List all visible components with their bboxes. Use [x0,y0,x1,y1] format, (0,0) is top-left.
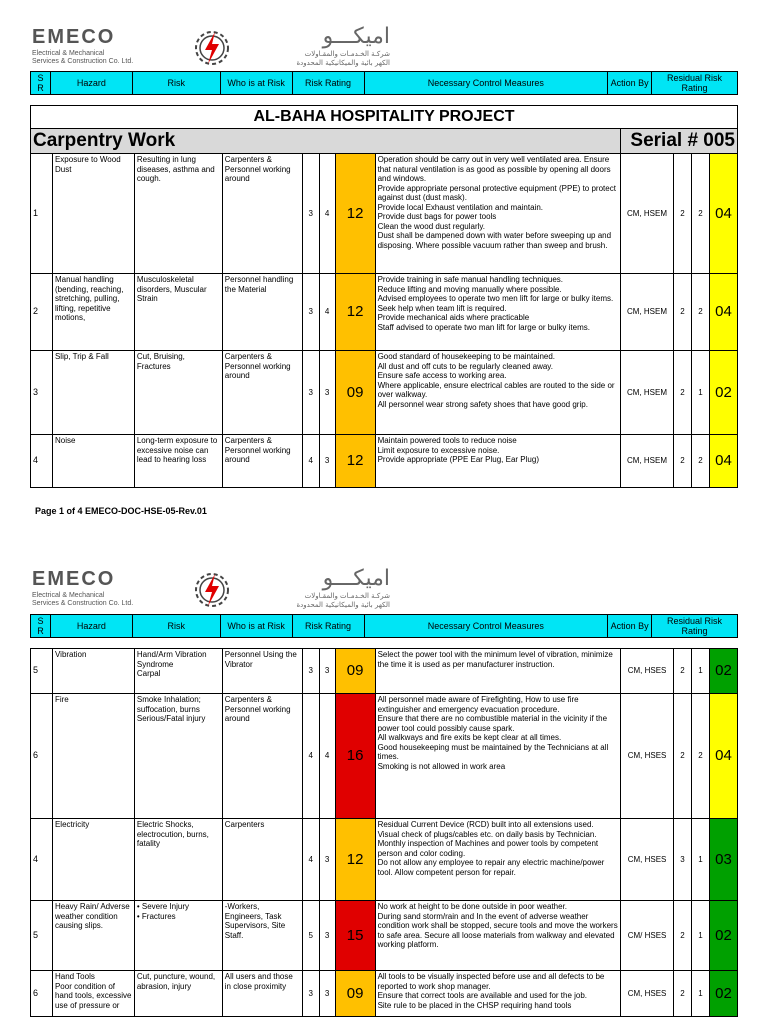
company-header-2 [30,566,768,610]
row-severity: 3 [319,901,335,971]
row-hazard [52,694,134,819]
row-risk-rating: 09 [335,649,375,694]
arabic-logo-line-1: شركـة الخـدمـات والمقـاولات [304,50,390,58]
serial-number: Serial # 005 [621,129,738,154]
row-likelihood: 4 [302,819,319,901]
row-who: Carpenters & Personnel working around [222,694,302,819]
col-measures: Necessary Control Measures [364,615,608,638]
text-line: Heavy Rain/ Adverse weather condition causing slips. [54,902,130,930]
text-line: Maintain powered tools to reduce noise [377,436,517,445]
row-sr: 2 [31,274,53,351]
row-sr: 5 [31,901,53,971]
text-line: Long-term exposure to excessive noise can lead to hearing loss [136,436,218,464]
row-action-by: CM/ HSES [621,901,674,971]
text-line: Hand/Arm Vibration Syndrome [136,650,207,669]
text-line: Monthly inspection of Machines and power tools by competent person and color coding. [377,839,599,858]
text-line: Good housekeeping must be maintained by the Technicians at all times. [377,742,609,761]
row-likelihood: 4 [302,435,319,488]
row-residual-s: 2 [691,435,709,488]
arabic-logo [240,566,390,612]
text-line: Fire [54,695,69,704]
row-who: Carpenters & Personnel working around [222,435,302,488]
row-residual-rating: 03 [709,819,737,901]
row-likelihood: 3 [302,154,319,274]
text-line: Advised employees to operate two men lift for large or bulky items. Seek help when team lift is required. [377,294,614,313]
row-risk [134,274,222,351]
row-who: Carpenters & Personnel working around [222,351,302,435]
row-residual-rating: 04 [709,274,737,351]
row-likelihood: 4 [302,694,319,819]
row-residual-l: 2 [674,971,692,1017]
text-line: Residual Current Device (RCD) built into all extensions used. [377,820,594,829]
text-line: Vibration [54,650,87,659]
row-risk-rating: 12 [335,435,375,488]
text-line: Site rule to be placed in the CHSP requiring hand tools [377,1000,572,1010]
row-risk-rating: 09 [335,351,375,435]
text-line: Cut, Bruising, Fractures [136,352,185,371]
text-line: Cut, puncture, wound, abrasion, injury [136,972,216,991]
row-who: Carpenters & Personnel working around [222,154,302,274]
text-line: Noise [54,436,76,445]
row-residual-s: 2 [691,274,709,351]
row-residual-l: 2 [673,351,691,435]
row-risk [134,649,222,694]
arabic-logo-title: اميكـــو [322,566,390,591]
text-line: Provide dust bags for power tools [377,212,497,221]
text-line: Provide local Exhaust ventilation and maintain. [377,202,543,212]
row-residual-rating: 02 [709,971,737,1017]
row-residual-l: 2 [674,649,692,694]
text-line: Reduce lifting and moving manually where possible. [377,284,562,294]
row-residual-rating: 04 [709,694,737,819]
row-residual-rating: 02 [709,351,737,435]
text-line: No work at height to be done outside in poor weather. [377,902,568,911]
row-risk-rating: 15 [335,901,375,971]
project-title: AL-BAHA HOSPITALITY PROJECT [31,106,738,129]
row-severity: 3 [319,971,335,1017]
risk-row [31,901,738,971]
row-sr: 1 [31,154,53,274]
col-sr: S R [31,615,51,638]
row-risk [134,351,222,435]
row-who: Personnel Using the Vibrator [222,649,302,694]
row-residual-rating: 02 [709,649,737,694]
row-likelihood: 5 [302,901,319,971]
row-severity: 4 [319,154,335,274]
row-action-by: CM, HSEM [621,274,674,351]
row-residual-l: 3 [674,819,692,901]
col-hazard: Hazard [50,72,132,95]
row-action-by: CM, HSEM [621,435,674,488]
company-header-1 [30,24,768,68]
row-risk-rating: 12 [335,154,375,274]
row-residual-rating: 04 [709,435,737,488]
row-measures [375,694,621,819]
row-action-by: CM, HSEM [621,154,674,274]
row-measures [375,971,621,1017]
risk-table-1 [30,105,738,488]
text-line: Staff advised to operate two man lift for large or bulky items. [377,322,590,332]
row-severity: 3 [319,649,335,694]
row-sr: 6 [31,971,53,1017]
text-line: Do not allow any employee to repair any electric machine/power tool. Allow competent person for repair. [377,858,605,877]
row-hazard [52,435,134,488]
risk-row [31,971,738,1017]
row-risk-rating: 12 [335,819,375,901]
col-residual: Residual Risk Rating [652,72,738,95]
col-hazard: Hazard [50,615,132,638]
text-line: Musculoskeletal disorders, Muscular Strain [136,275,207,303]
text-line: Provide mechanical aids where practicable [377,313,530,322]
row-measures [375,274,621,351]
logo-sub-line-2: Services & Construction Co. Ltd. [32,600,134,607]
row-residual-s: 1 [691,649,709,694]
section-title: Carpentry Work [31,129,621,154]
row-who: Carpenters [222,819,302,901]
text-line: Operation should be carry out in very well ventilated area. Ensure that natural ventilation is as good as possible by opening all doors and windows. [377,155,611,183]
row-residual-l: 2 [674,901,692,971]
arabic-logo-line-2: الكهر بائية والميكانيكية المحدودة [296,601,390,609]
row-risk [134,154,222,274]
arabic-logo-title: اميكـــو [322,24,390,49]
row-hazard [52,274,134,351]
logo-sub-line-2: Services & Construction Co. Ltd. [32,58,134,65]
text-line: Limit exposure to excessive noise. [377,445,500,455]
row-sr: 4 [31,819,53,901]
row-action-by: CM, HSEM [621,351,674,435]
col-risk: Risk [132,72,220,95]
text-line: Ensure that correct tools are available and used for the job. [377,991,588,1000]
row-severity: 3 [319,819,335,901]
row-likelihood: 3 [302,351,319,435]
row-risk-rating: 09 [335,971,375,1017]
row-measures [375,819,621,901]
text-line: Good standard of housekeeping to be maintained. [377,352,556,361]
text-line: Ensure safe access to working area. [377,371,507,380]
risk-row [31,435,738,488]
risk-row [31,154,738,274]
text-line: Electricity [54,820,90,829]
row-residual-l: 2 [673,435,691,488]
row-residual-s: 2 [691,694,709,819]
row-action-by: CM, HSES [621,694,674,819]
row-who: Personnel handling the Material [222,274,302,351]
column-header-table-1 [30,71,738,95]
text-line: All personnel made aware of Firefighting, How to use fire extinguisher and emergency evacuation procedure. [377,695,579,714]
text-line: Provide appropriate personal protective equipment (PPE) to protect against dust (dust mask). [377,183,616,202]
text-line: Electric Shocks, electrocution, burns, fatality [136,820,209,848]
text-line: All personnel wear strong safety shoes that have good grip. [377,399,588,409]
text-line: Provide appropriate (PPE Ear Plug, Ear Plug) [377,455,539,464]
row-residual-rating: 04 [709,154,737,274]
text-line: All dust and off cuts to be regularly cleaned away. [377,361,553,371]
gear-lightning-icon [188,566,236,614]
arabic-logo [240,24,390,70]
row-residual-l: 2 [673,154,691,274]
col-measures: Necessary Control Measures [364,72,608,95]
row-sr: 6 [31,694,53,819]
text-line: During sand storm/rain and In the event of adverse weather condition work shall be stopped, secure tools and move the workers to safe area. Secure all loose materials from walkway and elevated working platform. [377,911,618,949]
row-action-by: CM, HSES [621,819,674,901]
row-hazard [52,649,134,694]
row-residual-s: 1 [691,971,709,1017]
row-hazard [52,819,134,901]
row-risk [134,971,222,1017]
row-measures [375,154,621,274]
col-sr: S R [31,72,51,95]
row-risk [134,819,222,901]
row-hazard [52,351,134,435]
arabic-logo-line-2: الكهر بائية والميكانيكية المحدودة [296,59,390,67]
text-line: Smoke Inhalation; suffocation, burns Serious/Fatal injury [136,695,206,723]
row-likelihood: 3 [302,649,319,694]
row-risk [134,435,222,488]
logo-sub-line-1: Electrical & Mechanical [32,50,105,57]
arabic-logo-line-1: شركـة الخـدمـات والمقـاولات [304,592,390,600]
col-risk: Risk [132,615,220,638]
text-line: Select the power tool with the minimum level of vibration, minimize the time it is used as per manufacturer instruction. [377,650,613,669]
row-severity: 4 [319,694,335,819]
column-header-table-2 [30,614,738,638]
row-hazard [52,154,134,274]
col-action: Action By [608,72,652,95]
risk-row [31,694,738,819]
row-sr: 4 [31,435,53,488]
text-line: Poor condition of hand tools, excessive use of pressure or [54,981,132,1010]
risk-row [31,351,738,435]
row-residual-l: 2 [673,274,691,351]
row-measures [375,649,621,694]
text-line: Dust shall be dampened down with water before sweeping up and disposing. Where possible vacuum rather than sweep and brush. [377,231,612,250]
row-residual-s: 1 [691,819,709,901]
text-line: Provide training in safe manual handling techniques. [377,275,564,284]
col-who: Who is at Risk [220,72,292,95]
row-risk-rating: 12 [335,274,375,351]
row-residual-rating: 02 [709,901,737,971]
risk-row [31,274,738,351]
risk-table-2 [30,648,738,1017]
col-residual: Residual Risk Rating [652,615,738,638]
text-line: Carpal [136,669,161,678]
page-footer: Page 1 of 4 EMECO-DOC-HSE-05-Rev.01 [35,506,207,516]
risk-rows-2 [31,649,738,1017]
row-hazard [52,901,134,971]
text-line: Visual check of plugs/cables etc. on daily basis by Technician. [377,829,597,839]
row-action-by: CM, HSES [621,649,674,694]
row-risk [134,901,222,971]
text-line: All tools to be visually inspected before use and all defects to be reported to work shop manager. [377,972,605,991]
text-line: Manual handling (bending, reaching, stretching, pulling, lifting, repetitive motions, [54,275,124,322]
risk-list-item: • Fractures [137,912,220,922]
row-measures [375,435,621,488]
row-measures [375,901,621,971]
logo-sub-line-1: Electrical & Mechanical [32,592,105,599]
text-line: Resulting in lung diseases, asthma and cough. [136,155,215,183]
text-line: Smoking is not allowed in work area [377,761,506,771]
row-likelihood: 3 [302,274,319,351]
risk-list-item: • Severe Injury [137,902,220,912]
logo-subtitle [32,592,133,608]
text-line: Clean the wood dust regularly. [377,221,486,231]
row-sr: 5 [31,649,53,694]
col-who: Who is at Risk [220,615,292,638]
row-action-by: CM, HSES [621,971,674,1017]
logo-subtitle [32,50,133,66]
risk-rows-1 [31,154,738,488]
row-residual-s: 1 [691,351,709,435]
row-residual-s: 1 [691,901,709,971]
risk-row [31,649,738,694]
text-line: All walkways and fire exits be kept clear at all times. [377,733,562,742]
text-line: Ensure that there are no combustible material in the vicinity if the power tool could possibly cause spark. [377,714,608,733]
col-rating: Risk Rating [292,72,364,95]
row-severity: 4 [319,274,335,351]
row-likelihood: 3 [302,971,319,1017]
risk-list [137,902,220,921]
emeco-logo: EMECO [32,26,116,48]
row-residual-s: 2 [691,154,709,274]
col-action: Action By [608,615,652,638]
gear-lightning-icon [188,24,236,72]
row-risk-rating: 16 [335,694,375,819]
row-who: All users and those in close proximity [222,971,302,1017]
row-who: -Workers, Engineers, Task Supervisors, Site Staff. [222,901,302,971]
text-line: Hand Tools [54,972,95,981]
row-measures [375,351,621,435]
row-severity: 3 [319,435,335,488]
text-line: Where applicable, ensure electrical cables are routed to the side or over walkway. [377,380,615,399]
row-residual-l: 2 [674,694,692,819]
row-hazard [52,971,134,1017]
emeco-logo: EMECO [32,568,116,590]
text-line: Exposure to Wood Dust [54,155,121,174]
row-sr: 3 [31,351,53,435]
risk-row [31,819,738,901]
col-rating: Risk Rating [292,615,364,638]
text-line: Slip, Trip & Fall [54,352,109,361]
row-risk [134,694,222,819]
row-severity: 3 [319,351,335,435]
